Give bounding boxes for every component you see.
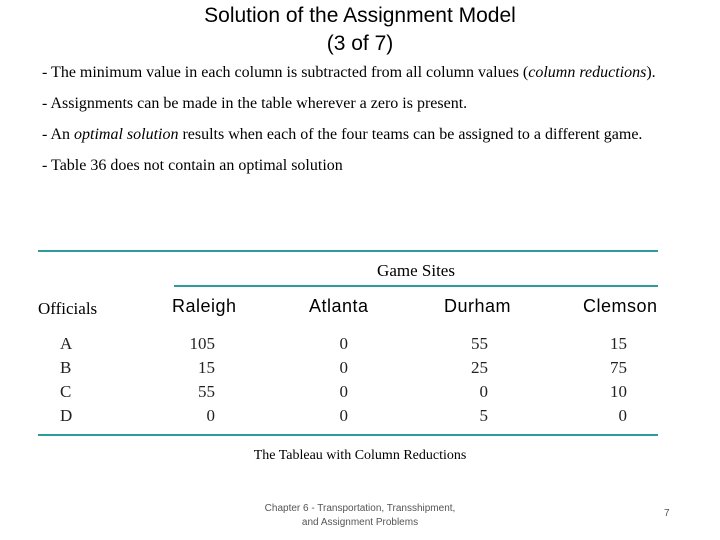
table-cell: 10 [610, 382, 627, 401]
table-row [38, 382, 658, 406]
column-header-atlanta: Atlanta [309, 296, 369, 316]
bullet-4 [8, 155, 708, 177]
page-number: 7 [664, 508, 670, 519]
table-row [38, 406, 658, 430]
bullet-3 [8, 124, 708, 146]
row-label: A [60, 334, 73, 353]
table-cell: 25 [471, 358, 488, 377]
table-cell: 15 [610, 334, 627, 353]
bullet-3-text: - An [42, 126, 74, 143]
title-line-1: Solution of the Assignment Model [204, 4, 516, 27]
table-row-header: Officials [38, 299, 98, 318]
bullet-list [8, 62, 708, 186]
bullet-2 [8, 93, 708, 115]
column-header-raleigh: Raleigh [172, 296, 237, 316]
table-top-rule [38, 250, 658, 252]
bullet-1-emphasis: column reductions [528, 64, 647, 81]
bullet-2-text: - Assignments can be made in the table wherever a zero is present. [42, 95, 468, 112]
table-row [38, 358, 658, 382]
table-cell: 0 [339, 358, 348, 377]
row-label: B [60, 358, 72, 377]
page-title [0, 2, 720, 58]
title-line-2: (3 of 7) [326, 32, 394, 55]
bullet-4-text: - Table 36 does not contain an optimal solution [42, 157, 343, 174]
table-cell: 55 [198, 382, 215, 401]
footer-line-2: and Assignment Problems [301, 517, 419, 528]
table-cell: 55 [471, 334, 488, 353]
table-cell: 0 [206, 406, 215, 425]
table-cell: 0 [339, 382, 348, 401]
column-header-durham: Durham [444, 296, 512, 316]
bullet-1-text: - The minimum value in each column is subtracted from all column values ( [42, 64, 529, 81]
slide-footer [230, 502, 490, 530]
bullet-1-tail: ). [646, 64, 656, 81]
bullet-3-emphasis: optimal solution [74, 126, 179, 143]
table-group-header: Game Sites [377, 261, 455, 280]
assignment-table [38, 250, 658, 440]
bullet-1 [8, 62, 708, 84]
table-cell: 75 [610, 358, 627, 377]
table-cell: 0 [479, 382, 488, 401]
table-bottom-rule [38, 434, 658, 436]
bullet-3-tail: results when each of the four teams can be assigned to a different game. [178, 126, 643, 143]
table-cell: 15 [198, 358, 215, 377]
row-label: C [60, 382, 72, 401]
row-label: D [60, 406, 73, 425]
table-cell: 0 [339, 334, 348, 353]
table-cell: 105 [189, 334, 215, 353]
table-cell: 5 [479, 406, 488, 425]
table-row [38, 334, 658, 358]
column-header-clemson: Clemson [583, 296, 658, 316]
footer-line-1: Chapter 6 - Transportation, Transshipment, [264, 503, 456, 514]
table-header-rule [174, 285, 658, 287]
table-caption: The Tableau with Column Reductions [253, 448, 467, 463]
table-cell: 0 [618, 406, 627, 425]
table-cell: 0 [339, 406, 348, 425]
